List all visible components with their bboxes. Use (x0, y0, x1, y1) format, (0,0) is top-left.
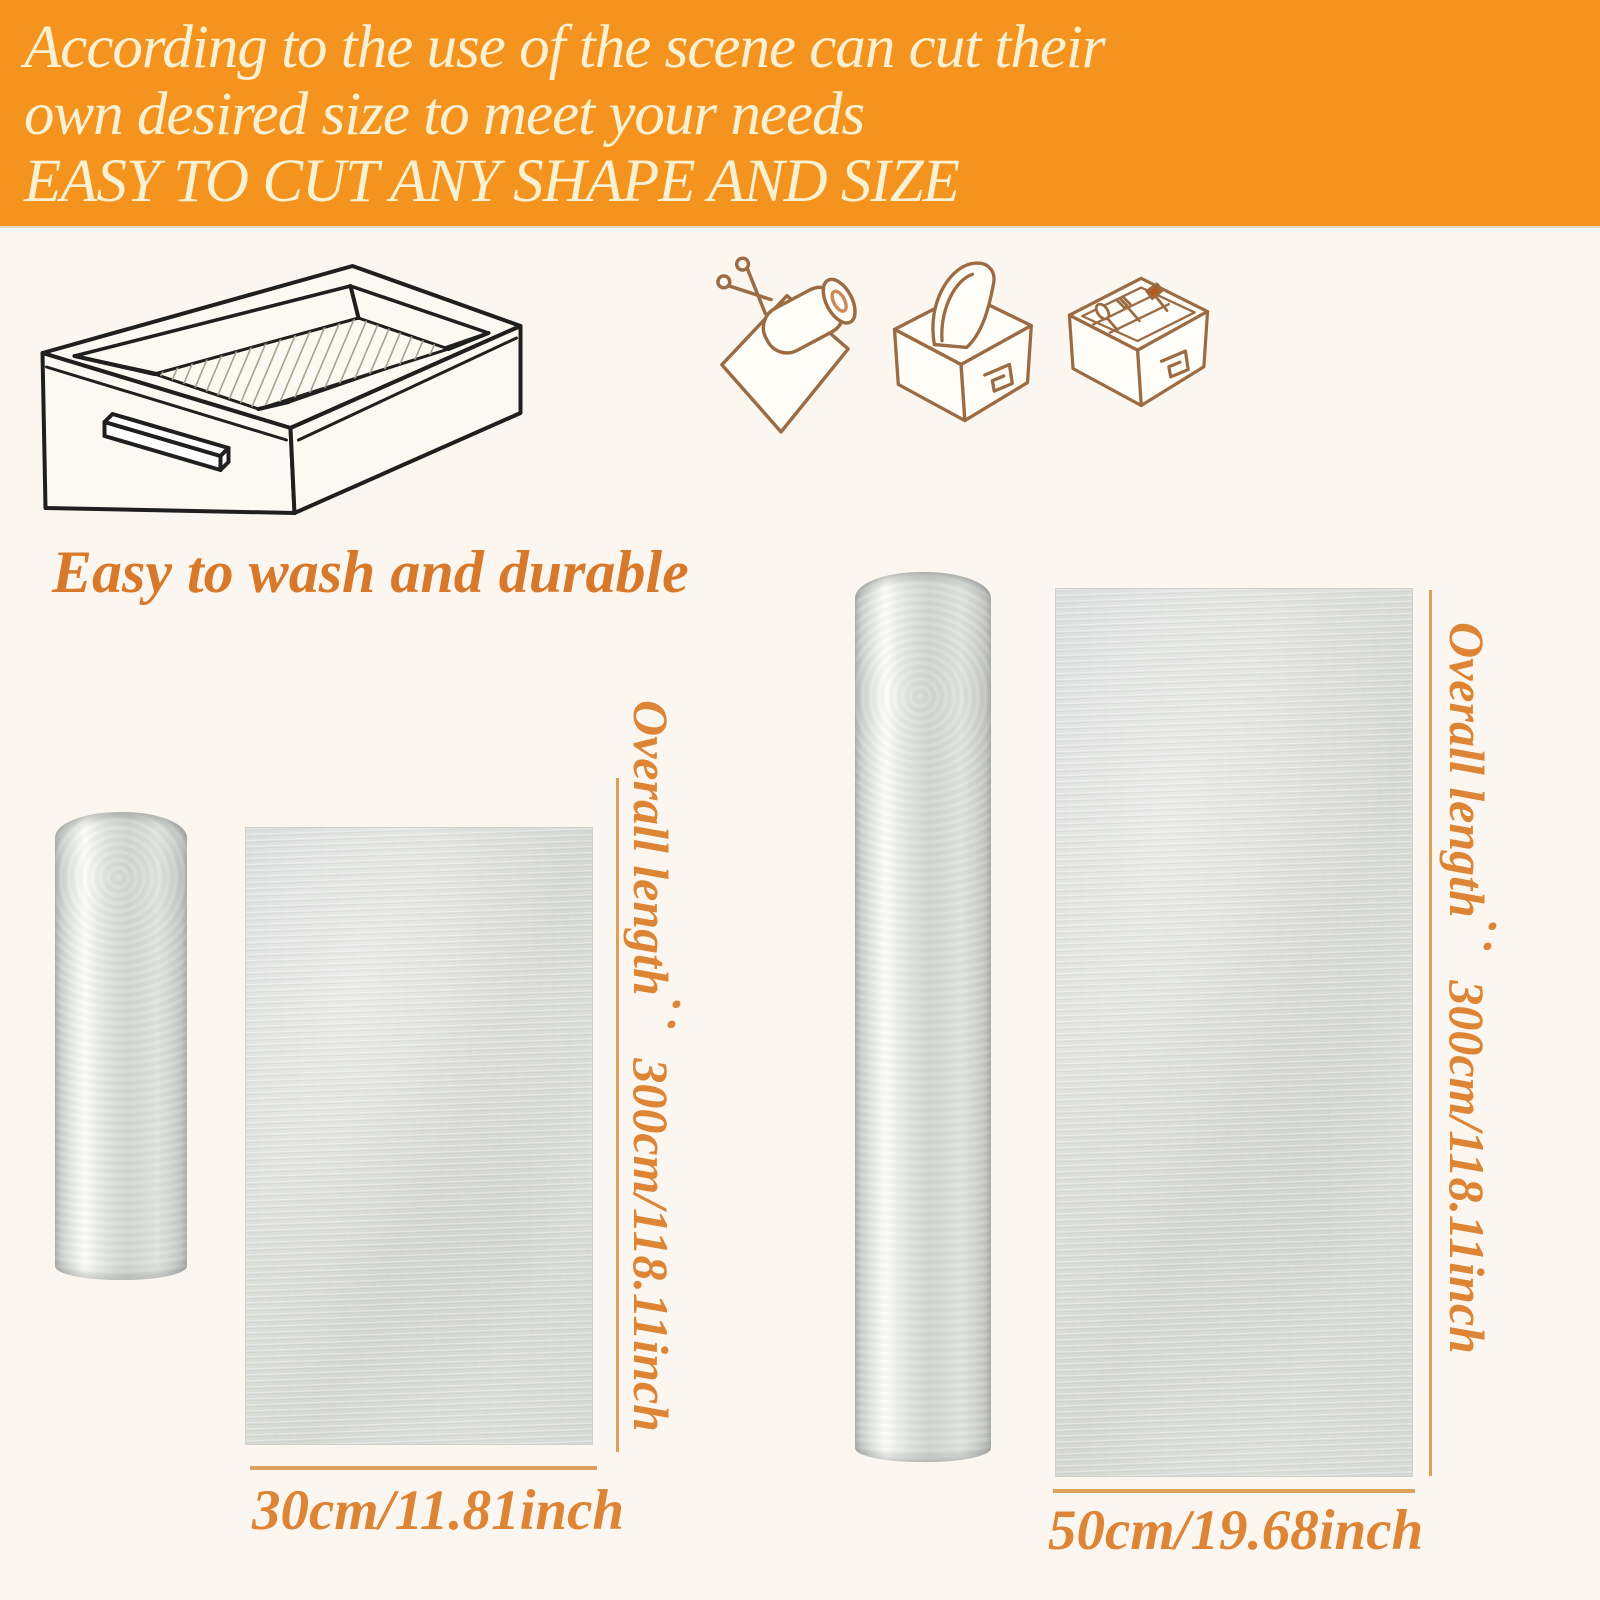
liner-roll-small-photo (55, 812, 187, 1280)
width-label-large: 50cm/19.68inch (1048, 1499, 1424, 1562)
liner-roll-large-photo (855, 572, 991, 1462)
length-label-small: Overall length： 300cm/118.11inch (623, 700, 679, 1432)
scissors-shape (718, 258, 771, 313)
wash-heading: Easy to wash and durable (52, 539, 689, 605)
banner-line-2: own desired size to meet your needs (24, 81, 865, 148)
cutlery-drawer-icon (1062, 252, 1214, 430)
banner (0, 0, 1600, 228)
liner-sheet-large-photo (1055, 588, 1413, 1477)
banner-line-3: EASY TO CUT ANY SHAPE AND SIZE (24, 148, 959, 215)
width-measure-line-small (250, 1466, 597, 1470)
length-label-large: Overall length： 300cm/118.11inch (1439, 622, 1495, 1354)
banner-line-1: According to the use of the scene can cut their (24, 14, 1105, 81)
drawer-with-liner-sketch-icon (30, 256, 535, 528)
width-label-small: 30cm/11.81inch (252, 1479, 625, 1542)
drawer-insert-liner-icon (885, 250, 1037, 442)
liner-sheet-small-photo (245, 827, 593, 1445)
length-measure-line-large (1429, 590, 1432, 1476)
width-measure-line-large (1053, 1489, 1415, 1493)
scissors-cut-roll-icon (710, 246, 858, 448)
length-measure-line-small (616, 778, 619, 1452)
